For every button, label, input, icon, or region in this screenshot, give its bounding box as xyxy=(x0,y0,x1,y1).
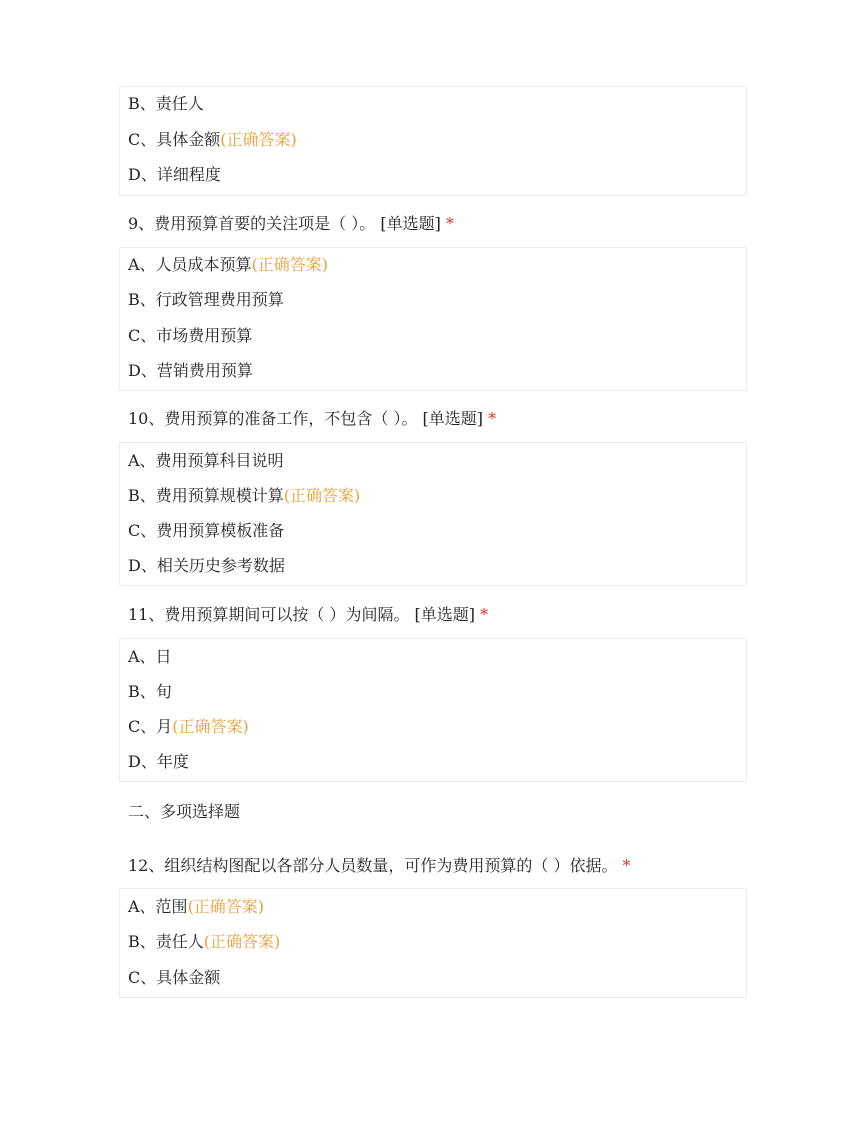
option-text: C、具体金额 xyxy=(128,130,221,149)
q10-option-d xyxy=(128,556,285,576)
q10-option-c xyxy=(128,521,284,541)
q10-question xyxy=(128,409,496,429)
q9-option-a xyxy=(128,255,328,275)
required-marker: * xyxy=(488,409,497,428)
q9-option-c xyxy=(128,326,252,346)
correct-answer-marker: (正确答案) xyxy=(203,932,281,951)
q12-option-b xyxy=(128,932,280,952)
required-marker: * xyxy=(480,605,489,624)
section-title xyxy=(128,802,240,822)
q10-option-b xyxy=(128,486,360,506)
option-text: C、市场费用预算 xyxy=(128,326,253,345)
q8-option-d xyxy=(128,165,221,185)
q11-option-b xyxy=(128,682,172,702)
q12-option-c xyxy=(128,968,220,988)
option-text: A、人员成本预算 xyxy=(128,255,252,274)
option-text: B、责任人 xyxy=(128,932,204,951)
q9-option-d xyxy=(128,361,253,381)
q12-option-a xyxy=(128,897,264,917)
question-text: 10、费用预算的准备工作，不包含（ ）。 [单选题] xyxy=(128,409,484,428)
required-marker: * xyxy=(622,856,631,875)
option-text: B、责任人 xyxy=(128,94,204,113)
option-text: A、范围 xyxy=(128,897,188,916)
option-text: C、费用预算模板准备 xyxy=(128,521,285,540)
q11-option-a xyxy=(128,647,172,667)
question-text: 11、费用预算期间可以按（ ）为间隔。 [单选题] xyxy=(128,605,476,624)
correct-answer-marker: (正确答案) xyxy=(283,486,361,505)
question-text: 12、组织结构图配以各部分人员数量，可作为费用预算的（ ）依据。 xyxy=(128,856,618,875)
option-text: B、旬 xyxy=(128,682,172,701)
q8-option-b xyxy=(128,94,204,114)
option-text: D、营销费用预算 xyxy=(128,361,253,380)
correct-answer-marker: (正确答案) xyxy=(220,130,297,149)
question-text: 9、费用预算首要的关注项是（ ）。 [单选题] xyxy=(128,214,441,233)
required-marker: * xyxy=(445,214,454,233)
q8-option-c xyxy=(128,130,297,150)
option-text: A、费用预算科目说明 xyxy=(128,451,284,470)
option-text: C、月 xyxy=(128,717,173,736)
option-text: A、日 xyxy=(128,647,172,666)
q11-option-c xyxy=(128,717,249,737)
option-text: D、详细程度 xyxy=(128,165,221,184)
correct-answer-marker: (正确答案) xyxy=(172,717,249,736)
q12-question xyxy=(128,856,631,876)
option-text: C、具体金额 xyxy=(128,968,221,987)
option-text: D、年度 xyxy=(128,752,189,771)
q9-question xyxy=(128,214,454,234)
q10-option-a xyxy=(128,451,284,471)
q9-option-b xyxy=(128,290,284,310)
q11-options-box xyxy=(119,638,747,782)
q11-question xyxy=(128,605,488,625)
section-title-text: 二、多项选择题 xyxy=(128,802,241,821)
option-text: B、行政管理费用预算 xyxy=(128,290,284,309)
option-text: D、相关历史参考数据 xyxy=(128,556,285,575)
correct-answer-marker: (正确答案) xyxy=(187,897,265,916)
correct-answer-marker: (正确答案) xyxy=(251,255,329,274)
option-text: B、费用预算规模计算 xyxy=(128,486,284,505)
q11-option-d xyxy=(128,752,189,772)
